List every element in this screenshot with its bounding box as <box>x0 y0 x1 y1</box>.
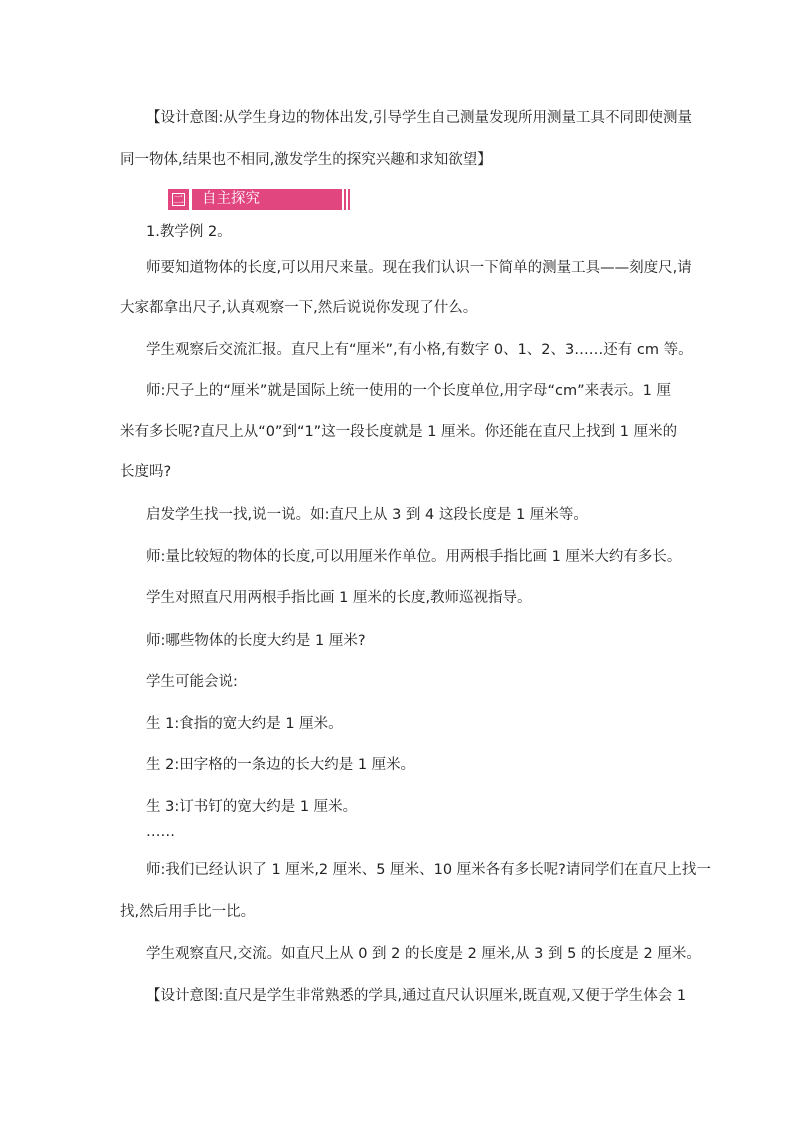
paragraph-student-2: 生 2:田字格的一条边的长大约是 1 厘米。 <box>146 757 416 773</box>
paragraph-teacher-ruler-1: 师要知道物体的长度,可以用尺来量。现在我们认识一下简单的测量工具——刻度尺,请 <box>146 260 692 276</box>
design-intent-2-line-1: 【设计意图:直尺是学生非常熟悉的学具,通过直尺认识厘米,既直观,又便于学生体会 1 <box>146 988 687 1004</box>
paragraph-teacher-more-cm-2: 找,然后用手比一比。 <box>120 904 256 920</box>
section-bar-end-mark-1 <box>344 189 346 210</box>
paragraph-students-may-say: 学生可能会说: <box>146 674 238 690</box>
paragraph-ellipsis: …… <box>146 824 175 840</box>
paragraph-teacher-cm-1: 师:尺子上的“厘米”就是国际上统一使用的一个长度单位,用字母“cm”来表示。1 厘 <box>146 383 671 399</box>
paragraph-student-observe: 学生观察直尺,交流。如直尺上从 0 到 2 的长度是 2 厘米,从 3 到 5 的长度是 2 厘米。 <box>146 946 701 962</box>
design-intent-1-line-1: 【设计意图:从学生身边的物体出发,引导学生自己测量发现所用测量工具不同即使测量 <box>146 110 692 126</box>
paragraph-student-report: 学生观察后交流汇报。直尺上有“厘米”,有小格,有数字 0、1、2、3……还有 cm 等。 <box>146 342 693 358</box>
paragraph-example-heading: 1.教学例 2。 <box>146 224 232 240</box>
section-number-badge <box>168 189 189 210</box>
section-title: 自主探究 <box>192 189 342 210</box>
paragraph-student-3: 生 3:订书钉的宽大约是 1 厘米。 <box>146 799 358 815</box>
paragraph-teacher-unit: 师:量比较短的物体的长度,可以用厘米作单位。用两根手指比画 1 厘米大约有多长。 <box>146 549 682 565</box>
paragraph-teacher-cm-3: 长度吗? <box>120 464 172 480</box>
design-intent-1-line-2: 同一物体,结果也不相同,激发学生的探究兴趣和求知欲望】 <box>120 152 492 168</box>
section-bar-end-mark-2 <box>348 189 350 210</box>
paragraph-teacher-question: 师:哪些物体的长度大约是 1 厘米? <box>146 633 366 649</box>
paragraph-student-1: 生 1:食指的宽大约是 1 厘米。 <box>146 716 343 732</box>
section-number: 二 <box>173 193 184 206</box>
section-header <box>168 189 350 210</box>
paragraph-teacher-more-cm-1: 师:我们已经认识了 1 厘米,2 厘米、5 厘米、10 厘米各有多长呢?请同学们在直尺上找一 <box>146 862 711 878</box>
paragraph-find-example: 启发学生找一找,说一说。如:直尺上从 3 到 4 这段长度是 1 厘米等。 <box>146 507 588 523</box>
paragraph-teacher-ruler-2: 大家都拿出尺子,认真观察一下,然后说说你发现了什么。 <box>120 300 478 316</box>
paragraph-teacher-cm-2: 米有多长呢?直尺上从“0”到“1”这一段长度就是 1 厘米。你还能在直尺上找到 1 厘米的 <box>120 424 678 440</box>
paragraph-student-gesture: 学生对照直尺用两根手指比画 1 厘米的长度,教师巡视指导。 <box>146 590 532 606</box>
